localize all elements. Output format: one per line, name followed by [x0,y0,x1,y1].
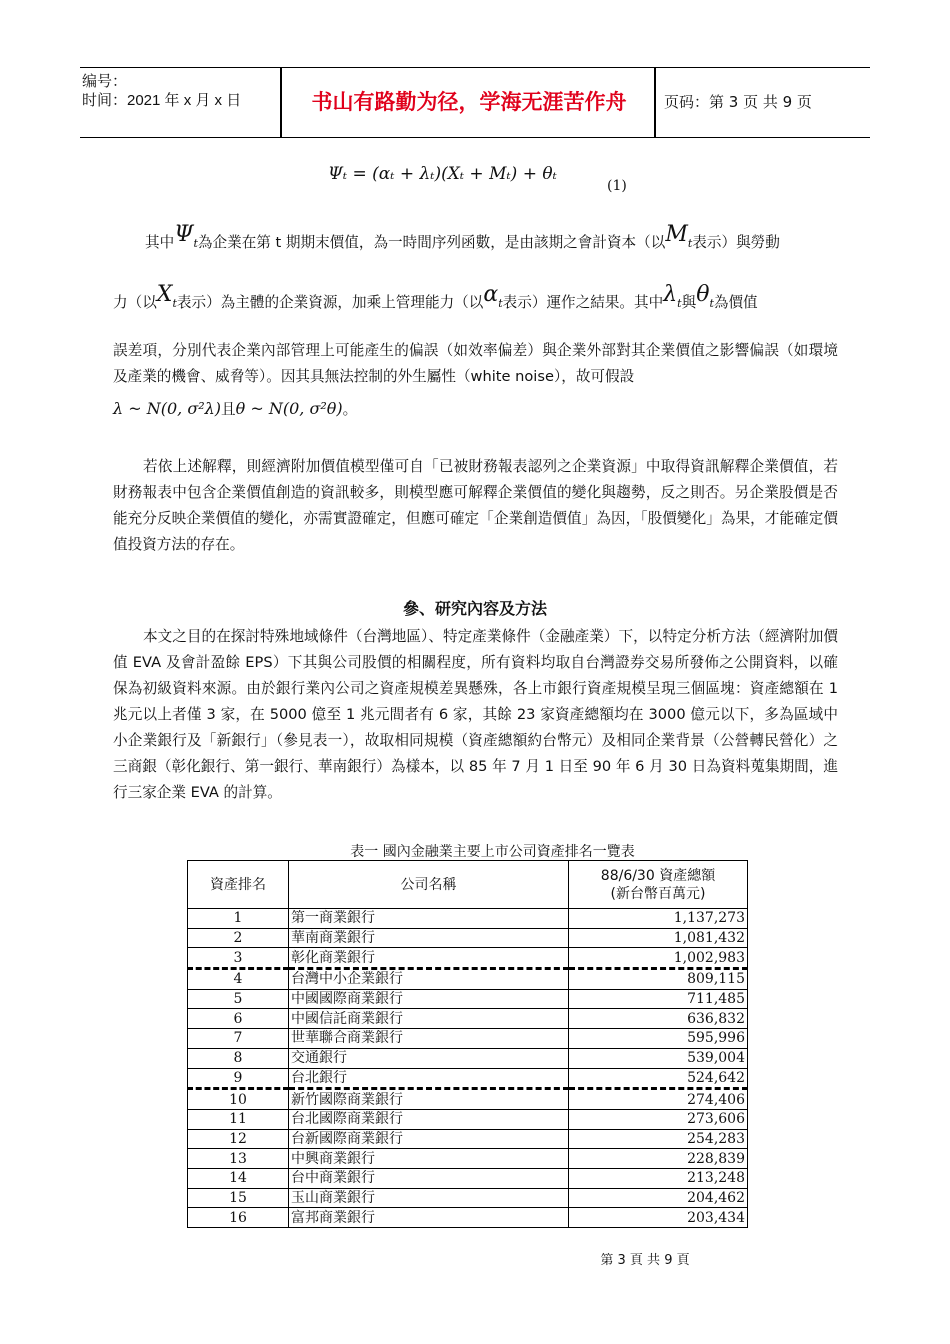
subscript-t: t [193,237,198,250]
text-segment: 力（以 [113,294,157,311]
table-row [188,1089,748,1110]
company-cell: 台北銀行 [289,1068,569,1089]
text-segment: 其中 [145,234,175,251]
assets-cell: 1,081,432 [569,928,748,948]
company-cell: 台灣中小企業銀行 [289,969,569,990]
page-header [80,67,870,138]
table-row [188,1048,748,1068]
rank-cell: 11 [188,1109,289,1129]
company-cell: 華南商業銀行 [289,928,569,948]
assets-cell: 254,283 [569,1129,748,1149]
x-symbol: X [156,282,173,307]
company-cell: 交通銀行 [289,1048,569,1068]
rank-cell: 5 [188,989,289,1009]
table-row [188,1188,748,1208]
table-caption: 表一 國內金融業主要上市公司資產排名一覽表 [350,844,635,860]
assets-cell: 228,839 [569,1149,748,1169]
rank-cell: 13 [188,1149,289,1169]
lambda-symbol: λ [663,282,678,307]
text-segment: 且 [221,401,236,418]
table-row [188,1109,748,1129]
assets-cell: 1,002,983 [569,948,748,969]
header-assets-line-2: (新台幣百萬元) [610,885,706,902]
subscript-t: t [687,237,693,250]
asset-ranking-table [187,860,748,1228]
rank-cell: 3 [188,948,289,969]
header-rank: 資產排名 [188,861,289,909]
company-cell: 台中商業銀行 [289,1168,569,1188]
company-cell: 台新國際商業銀行 [289,1129,569,1149]
paragraph-1-line-1 [145,222,840,252]
rank-cell: 6 [188,1009,289,1029]
assets-cell: 213,248 [569,1168,748,1188]
rank-cell: 4 [188,969,289,990]
paragraph-1-line-2 [113,282,838,312]
rank-cell: 12 [188,1129,289,1149]
m-symbol: M [665,222,688,247]
header-assets-line-1: 88/6/30 資產總額 [600,867,716,884]
table-row [188,1009,748,1029]
header-date-label: 时间：2021 年 x 月 x 日 [82,92,242,109]
text-segment: 誤差項，分別代表企業內部管理上可能產生的偏誤（如效率偏差）與企業外部對其企業價值之影響偏誤（如環境及產業的機會、威脅等）。因其具無法控制的外生屬性（white noise），故可假設 [113,342,838,385]
assets-cell: 809,115 [569,969,748,990]
rank-cell: 15 [188,1188,289,1208]
rank-cell: 1 [188,909,289,929]
header-page-info: 页码：第 3 页 共 9 页 [664,93,812,111]
rank-cell: 7 [188,1029,289,1049]
company-cell: 中興商業銀行 [289,1149,569,1169]
formula-lambda-distribution: λ ~ N(0, σ²λ) [113,399,222,418]
table-row [188,1029,748,1049]
paragraph-2: 若依上述解釋，則經濟附加價值模型僅可自「已被財務報表認列之企業資源」中取得資訊解釋企業價值，若財務報表中包含企業價值創造的資訊較多，則模型應可解釋企業價值的變化與趨勢，反之則否。另企業股價是否能充分反映企業價值的變化，亦需實證確定，但應可確定「企業創造價值」為因，「股價變化」為果，才能確定價值投資方法的存在。 [113,458,838,553]
table-row [188,928,748,948]
rank-cell: 14 [188,1168,289,1188]
formula-theta-distribution: θ ~ N(0, σ²θ) [235,399,343,418]
alpha-symbol: α [483,282,499,307]
table-row [188,989,748,1009]
table-row [188,969,748,990]
subscript-t: t [172,297,177,310]
table-header-row [188,861,748,909]
table-row [188,1168,748,1188]
rank-cell: 16 [188,1208,289,1228]
subscript-t: t [677,297,682,310]
text-segment: 與 [681,294,697,311]
assets-cell: 595,996 [569,1029,748,1049]
assets-cell: 711,485 [569,989,748,1009]
header-motto: 书山有路勤为径，学海无涯苦作舟 [311,90,627,114]
header-divider [280,68,282,137]
header-number-label: 编号： [82,73,128,90]
subscript-t: t [498,297,503,310]
company-cell: 台北國際商業銀行 [289,1109,569,1129]
assets-cell: 539,004 [569,1048,748,1068]
company-cell: 彰化商業銀行 [289,948,569,969]
assets-cell: 274,406 [569,1089,748,1110]
assets-cell: 273,606 [569,1109,748,1129]
psi-symbol: Ψ [174,222,194,247]
company-cell: 世華聯合商業銀行 [289,1029,569,1049]
paragraph-1-formula-line [113,398,838,419]
header-company: 公司名稱 [289,861,569,909]
assets-cell: 636,832 [569,1009,748,1029]
formula-1: Ψₜ = (αₜ + λₜ)(Xₜ + Mₜ) + θₜ [328,164,557,184]
table-row [188,1068,748,1089]
company-cell: 中國信託商業銀行 [289,1009,569,1029]
text-segment: 為企業在第 t 期期末價值，為一時間序列函數，是由該期之會計資本（以 [197,234,666,251]
table-row [188,909,748,929]
text-segment: 為價值 [713,294,758,311]
table-row [188,1149,748,1169]
paragraph-1-continued [113,338,838,390]
company-cell: 玉山商業銀行 [289,1188,569,1208]
theta-symbol: θ [696,282,710,307]
text-segment: 表示）運作之結果。其中 [502,294,664,311]
table-body [188,909,748,1228]
text-segment: 表示）與勞動 [692,234,780,251]
assets-cell: 1,137,273 [569,909,748,929]
text-segment: 表示）為主體的企業資源，加乘上管理能力（以 [176,294,484,311]
subscript-t: t [709,297,714,310]
header-meta [82,72,282,110]
table-row [188,1129,748,1149]
assets-cell: 204,462 [569,1188,748,1208]
rank-cell: 2 [188,928,289,948]
equation-number: (1) [607,178,627,194]
table-row [188,1208,748,1228]
company-cell: 富邦商業銀行 [289,1208,569,1228]
company-cell: 第一商業銀行 [289,909,569,929]
header-assets [569,861,748,909]
rank-cell: 9 [188,1068,289,1089]
rank-cell: 10 [188,1089,289,1110]
rank-cell: 8 [188,1048,289,1068]
header-divider [654,68,656,137]
assets-cell: 203,434 [569,1208,748,1228]
assets-cell: 524,642 [569,1068,748,1089]
company-cell: 中國國際商業銀行 [289,989,569,1009]
table-row [188,948,748,969]
paragraph-3: 本文之目的在探討特殊地域條件（台灣地區）、特定產業條件（金融產業）下，以特定分析方法（經濟附加價值 EVA 及會計盈餘 EPS）下其與公司股價的相關程度，所有資料均取自台灣證券交易所發佈之公開資料，以確保為初級資料來源。由於銀行業內公司之資產規模差異懸殊，各上市銀行資產規模呈現三個區塊：資產總額在 1 兆元以上者僅 3 家，在 5000 億至 1 兆元間者有 6 家，其餘 23 家資產總額均在 3000 億元以下，多為區域中小企業銀行及「新銀行」（參見表一），故取相同規模（資產總額約台幣元）及相同企業背景（公營轉民營化）之三商銀（彰化銀行、第一銀行、華南銀行）為樣本，以 85 年 7 月 1 日至 90 年 6 月 30 日為資料蒐集期間，進行三家企業 EVA 的計算。 [113,628,838,801]
section-heading: 參、研究內容及方法 [402,599,547,618]
company-cell: 新竹國際商業銀行 [289,1089,569,1110]
text-segment: 。 [342,401,358,418]
page-footer: 第 3 頁 共 9 頁 [600,1253,690,1268]
